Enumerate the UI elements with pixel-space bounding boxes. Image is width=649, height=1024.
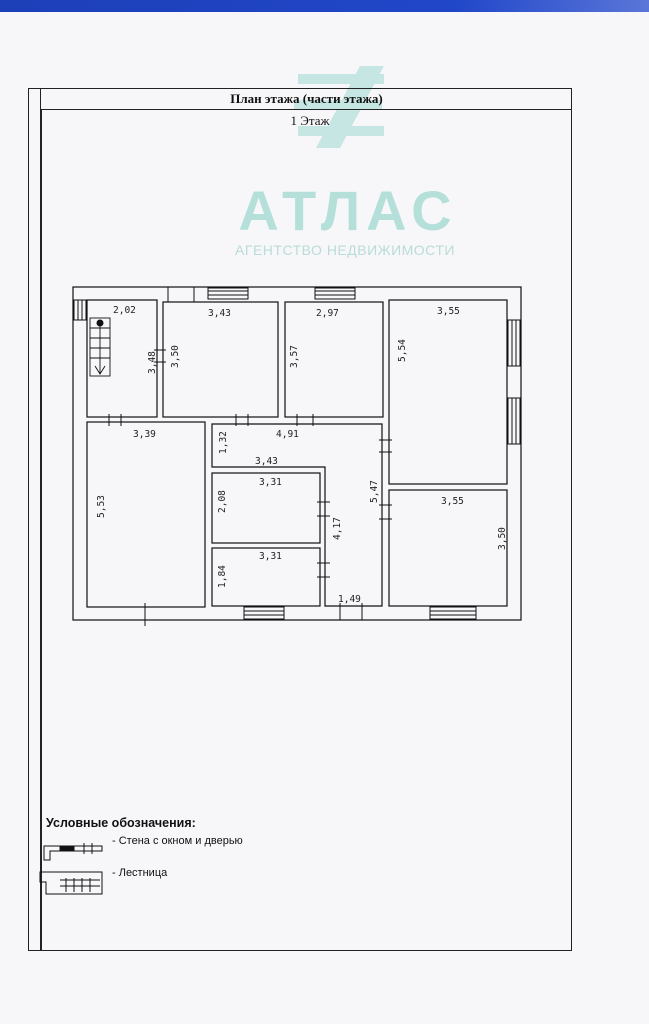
room-4	[389, 300, 507, 484]
dim-room8-h: 3,50	[497, 527, 508, 550]
dim-corridor-w: 4,17	[332, 517, 343, 540]
room-8	[389, 490, 507, 606]
legend-staircase-icon	[40, 872, 102, 894]
legend-wall-window-door-icon	[44, 843, 102, 860]
dim-room5-h: 5,53	[96, 495, 107, 518]
dim-room2-h: 3,50	[170, 345, 181, 368]
dim-entry-w: 1,49	[338, 594, 361, 605]
dim-room3-h: 3,57	[289, 345, 300, 368]
hall-corridor	[212, 424, 382, 606]
dim-room4-h: 5,54	[397, 339, 408, 362]
dim-room7-h: 1,84	[217, 565, 228, 588]
dim-room6-h: 2,08	[217, 490, 228, 513]
dim-room3-w: 2,97	[316, 308, 339, 319]
dim-stair-w: 2,02	[113, 305, 136, 316]
watermark-brand: АТЛАС	[238, 179, 458, 242]
plan-walls	[73, 287, 521, 620]
dim-stair-h: 3,48	[147, 351, 158, 374]
legend-staircase: - Лестница	[112, 867, 168, 879]
dim-room2-w: 3,43	[208, 308, 231, 319]
windows	[74, 288, 520, 619]
legend-title: Условные обозначения:	[46, 816, 196, 830]
dim-hall-w: 4,91	[276, 429, 299, 440]
dim-room4-w: 3,55	[437, 306, 460, 317]
doors	[109, 287, 392, 626]
dim-hall-inner-w: 3,43	[255, 456, 278, 467]
watermark-tagline: АГЕНТСТВО НЕДВИЖИМОСТИ	[235, 242, 455, 258]
legend-wall-window-door: - Стена с окном и дверью	[112, 835, 243, 847]
dim-room8-w: 3,55	[441, 496, 464, 507]
dim-room7-w: 3,31	[259, 551, 282, 562]
plan-title: План этажа (части этажа)	[40, 88, 572, 110]
dim-room5-w: 3,39	[133, 429, 156, 440]
dim-hall-h: 1,32	[218, 431, 229, 454]
dim-corridor-h: 5,47	[369, 480, 380, 503]
staircase-icon	[90, 318, 110, 376]
floor-label: 1 Этаж	[290, 113, 330, 128]
dim-room6-w: 3,31	[259, 477, 282, 488]
staircase-start-dot	[97, 320, 104, 327]
